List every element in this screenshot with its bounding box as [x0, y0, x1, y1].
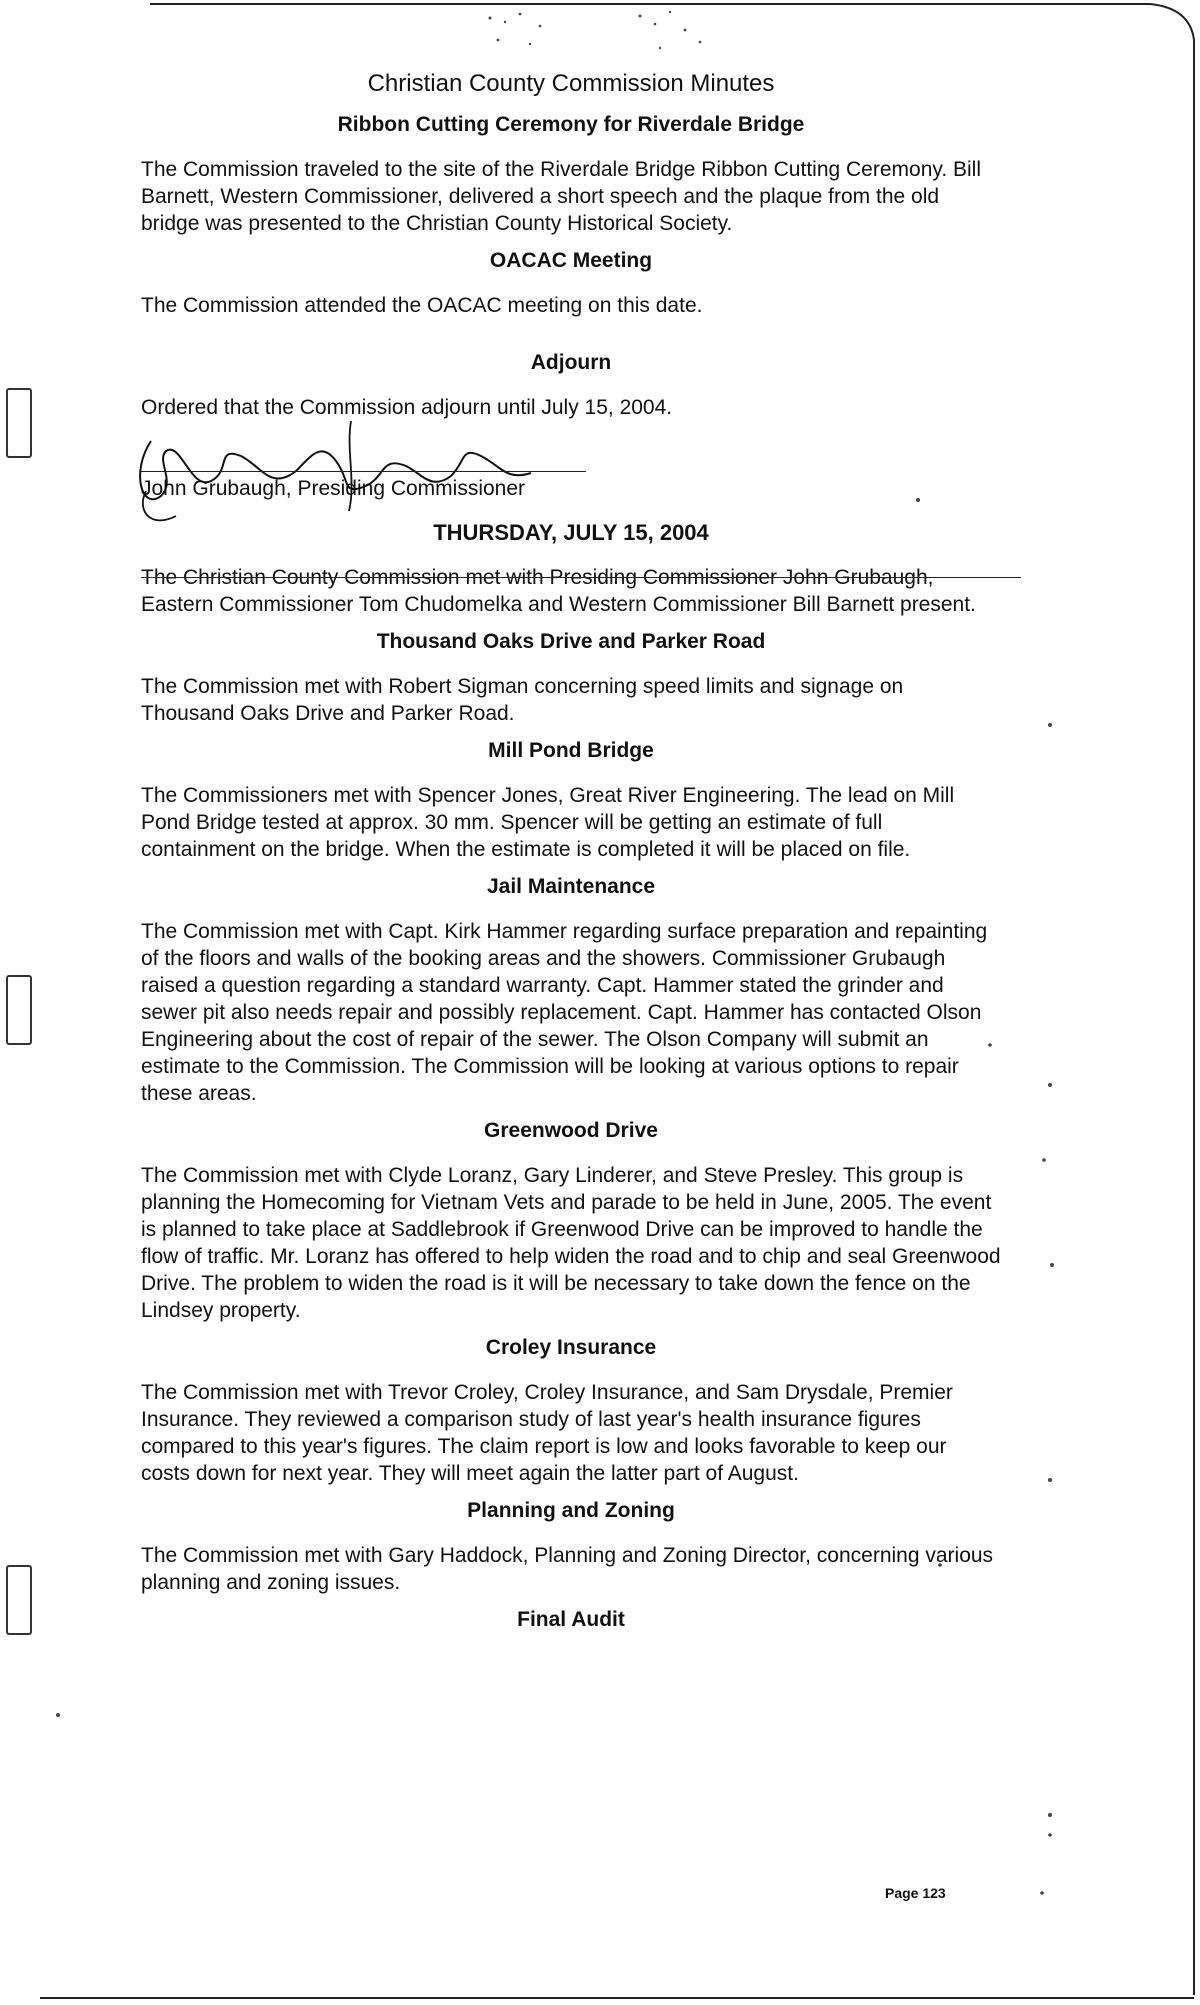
section-greenwood-drive: [141, 1117, 1001, 1324]
signature-line: [141, 471, 586, 472]
document-title: Christian County Commission Minutes: [367, 70, 775, 97]
final-audit-heading: Final Audit: [517, 1608, 625, 1631]
section-heading: Adjourn: [530, 351, 612, 374]
section-heading: Greenwood Drive: [484, 1119, 658, 1142]
attendance-text: The Christian County Commission met with Presiding Commissioner John Grubaugh, Eastern Commissioner Tom Chudomelka and Western Commissioner Bill Barnett present.: [141, 566, 976, 616]
binder-hole: [6, 1565, 32, 1635]
section-text: The Commission met with Robert Sigman concerning speed limits and signage on Thousand Oaks Drive and Parker Road.: [141, 675, 904, 725]
section-divider: [141, 577, 1021, 578]
section-croley-insurance: [141, 1334, 1001, 1487]
handwritten-signature: [121, 401, 641, 531]
section-jail-maintenance: [141, 873, 1001, 1107]
section-heading: Ribbon Cutting Ceremony for Riverdale Bridge: [337, 113, 805, 136]
document-body: [141, 70, 1001, 1651]
section-text: The Commission met with Gary Haddock, Planning and Zoning Director, concerning various planning and zoning issues.: [141, 1544, 994, 1594]
section-heading: Mill Pond Bridge: [488, 739, 654, 762]
section-heading: OACAC Meeting: [489, 249, 653, 272]
section-text: The Commission traveled to the site of the Riverdale Bridge Ribbon Cutting Ceremony. Bill Barnett, Western Commissioner, delivered a short speech and the plaque from the old bridge was presented to the Christian County Historical Society.: [141, 158, 981, 235]
signatory-name: John Grubaugh, Presiding Commissioner: [141, 477, 526, 500]
section-text: Ordered that the Commission adjourn until July 15, 2004.: [141, 396, 673, 419]
binder-hole: [6, 388, 32, 458]
page-number: Page 123: [885, 1885, 946, 1901]
section-thousand-oaks: [141, 628, 1001, 727]
section-text: The Commission met with Trevor Croley, Croley Insurance, and Sam Drysdale, Premier Insurance. They reviewed a comparison study of last year's health insurance figures compared to this year's figures. The claim report is low and looks favorable to keep our costs down for next year. They will meet again the latter part of August.: [141, 1381, 953, 1485]
section-heading: Croley Insurance: [485, 1336, 657, 1359]
section-text: The Commission met with Capt. Kirk Hammer regarding surface preparation and repainting of the floors and walls of the booking areas and the showers. Commissioner Grubaugh raised a question regarding a standard warranty. Capt. Hammer stated the grinder and sewer pit also needs repair and possibly replacement. Capt. Hammer has contacted Olson Engineering about the cost of repair of the sewer. The Olson Company will submit an estimate to the Commission. The Commission will be looking at various options to repair these areas.: [141, 920, 988, 1105]
section-mill-pond-bridge: [141, 737, 1001, 863]
section-heading: Planning and Zoning: [467, 1499, 675, 1522]
section-ribbon-cutting: [141, 111, 1001, 237]
signature-block: [141, 431, 1001, 505]
section-heading: Jail Maintenance: [486, 875, 656, 898]
section-oacac-meeting: [141, 247, 1001, 319]
section-text: The Commissioners met with Spencer Jones, Great River Engineering. The lead on Mill Pond Bridge tested at approx. 30 mm. Spencer will be getting an estimate of full containment on the bridge. When the estimate is completed it will be placed on file.: [141, 784, 955, 861]
binder-hole: [6, 975, 32, 1045]
section-planning-zoning: [141, 1497, 1001, 1596]
section-text: The Commission met with Clyde Loranz, Gary Linderer, and Steve Presley. This group is planning the Homecoming for Vietnam Vets and parade to be held in June, 2005. The event is planned to take place at Saddlebrook if Greenwood Drive can be improved to handle the flow of traffic. Mr. Loranz has offered to help widen the road and to chip and seal Greenwood Drive. The problem to widen the road is it will be necessary to take down the fence on the Lindsey property.: [141, 1164, 1001, 1322]
section-text: The Commission attended the OACAC meeting on this date.: [141, 294, 703, 317]
meeting-date-heading: THURSDAY, JULY 15, 2004: [433, 520, 709, 545]
section-heading: Thousand Oaks Drive and Parker Road: [376, 630, 766, 653]
